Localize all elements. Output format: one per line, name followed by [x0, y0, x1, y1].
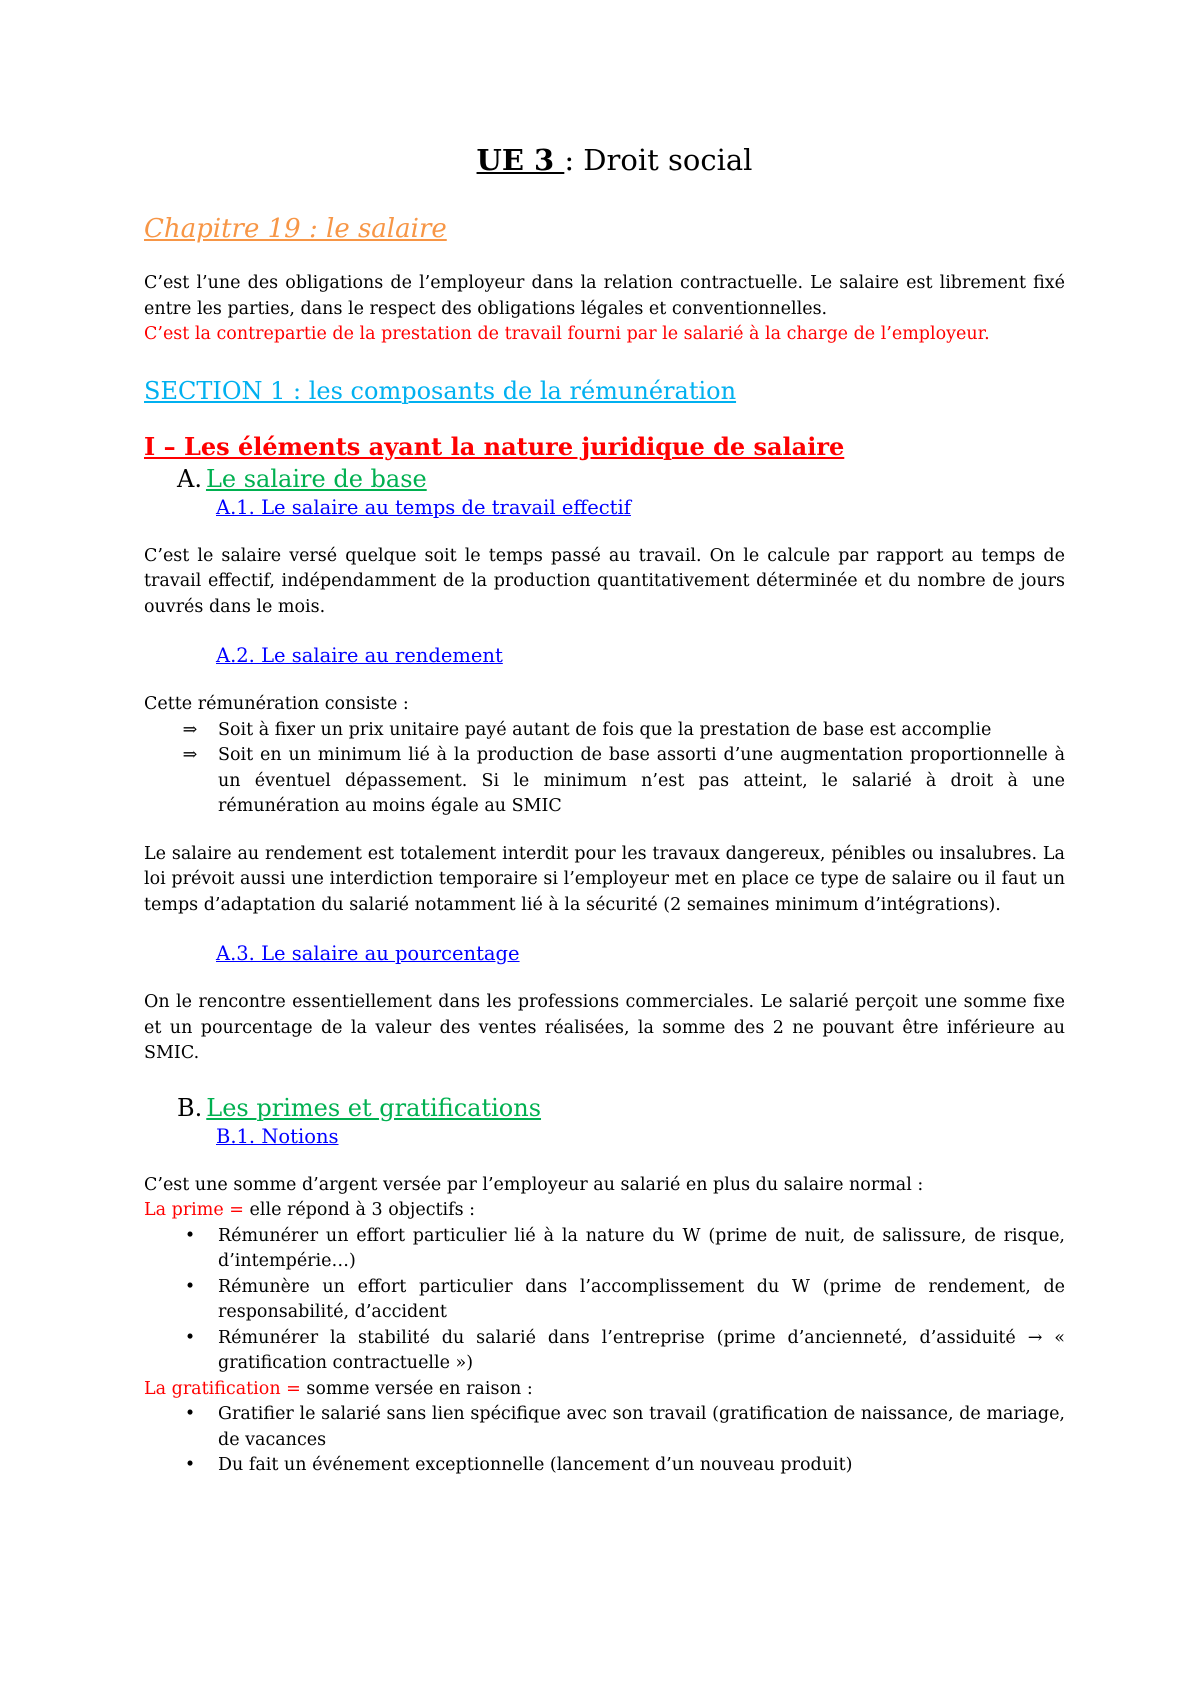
bullet-icon: • [184, 1404, 196, 1424]
a2-paragraph: Le salaire au rendement est totalement interdit pour les travaux dangereux, pénibles ou insalubres. La loi prévoit aussi une interdiction temporaire si l’employeur met en place ce type de salaire ou il faut un temps d’adaptation du salarié notamment lié à la sécurité (2 semaines minimum d’intégrations). [144, 843, 1065, 915]
subheading-a1: A.1. Le salaire au temps de travail effectif [216, 495, 631, 519]
title-rest: : Droit social [564, 143, 753, 177]
b1-lead: C’est une somme d’argent versée par l’employeur au salarié en plus du salaire normal : [144, 1174, 924, 1195]
a1-paragraph: C’est le salaire versé quelque soit le temps passé au travail. On le calcule par rapport au temps de travail effectif, indépendamment de la production quantitativement déterminée et du nombre de jours ouvrés dans le mois. [144, 545, 1065, 617]
gratification-list [144, 1402, 1065, 1479]
prime-label: La prime = [144, 1200, 250, 1220]
list-item: ⇒ Soit en un minimum lié à la production de base assorti d’une augmentation proportionnelle à un éventuel dépassement. Si le minimum n’est pas atteint, le salarié à droit à une rémunération au moins égale au SMIC [144, 743, 1065, 820]
subheading-a-label: Le salaire de base [205, 464, 427, 493]
subheading-a [177, 464, 1065, 494]
bullet-icon: • [184, 1327, 196, 1348]
a2-lead: Cette rémunération consiste : [144, 694, 409, 714]
subheading-b1: B.1. Notions [216, 1124, 339, 1148]
list-item: • Rémunérer un effort particulier lié à la nature du W (prime de nuit, de salissure, de risque, d’intempérie…) [144, 1224, 1065, 1275]
arrow-icon: ⇒ [182, 719, 198, 740]
bullet-icon: • [184, 1455, 196, 1475]
subheading-a3: A.3. Le salaire au pourcentage [216, 942, 520, 965]
list-item: ⇒ Soit à fixer un prix unitaire payé autant de fois que la prestation de base est accomplie [144, 718, 1065, 744]
document-title [144, 142, 1065, 178]
list-item: • Rémunérer la stabilité du salarié dans l’entreprise (prime d’ancienneté, d’assiduité → « gratification contractuelle ») [144, 1326, 1065, 1377]
list-item: • Du fait un événement exceptionnelle (lancement d’un nouveau produit) [144, 1453, 1065, 1479]
arrow-icon: ⇒ [182, 745, 198, 765]
list-item: • Rémunère un effort particulier dans l’accomplissement du W (prime de rendement, de responsabilité, d’accident [144, 1275, 1065, 1326]
section-heading: SECTION 1 : les composants de la rémunération [144, 376, 737, 405]
gratification-label: La gratification = [144, 1378, 307, 1399]
gratification-line: La gratification = somme versée en raison : [144, 1378, 533, 1399]
list-item: • Gratifier le salarié sans lien spécifique avec son travail (gratification de naissance, de mariage, de vacances [144, 1402, 1065, 1453]
subheading-b-label: Les primes et gratifications [206, 1093, 542, 1122]
bullet-icon: • [184, 1276, 196, 1297]
prime-list [144, 1224, 1065, 1377]
title-ue: UE 3 [476, 143, 565, 177]
chapter-heading: Chapitre 19 : le salaire [144, 214, 447, 244]
subheading-a2: A.2. Le salaire au rendement [216, 644, 503, 667]
intro-paragraph: C’est l’une des obligations de l’employeur dans la relation contractuelle. Le salaire est librement fixé entre les parties, dans le respect des obligations légales et conventionnelles. [144, 273, 1065, 319]
a3-paragraph: On le rencontre essentiellement dans les professions commerciales. Le salarié perçoit une somme fixe et un pourcentage de la valeur des ventes réalisées, la somme des 2 ne pouvant être inférieure au SMIC. [144, 992, 1065, 1063]
a2-list [144, 718, 1065, 820]
part-heading: I – Les éléments ayant la nature juridique de salaire [144, 431, 845, 461]
bullet-icon: • [184, 1225, 196, 1246]
prime-line: La prime = elle répond à 3 objectifs : [144, 1200, 476, 1220]
subheading-a-letter: A. [177, 464, 202, 493]
subheading-b-letter: B. [177, 1093, 203, 1122]
subheading-b [177, 1093, 1065, 1123]
intro-definition: C’est la contrepartie de la prestation de travail fourni par le salarié à la charge de l’employeur. [144, 324, 990, 344]
